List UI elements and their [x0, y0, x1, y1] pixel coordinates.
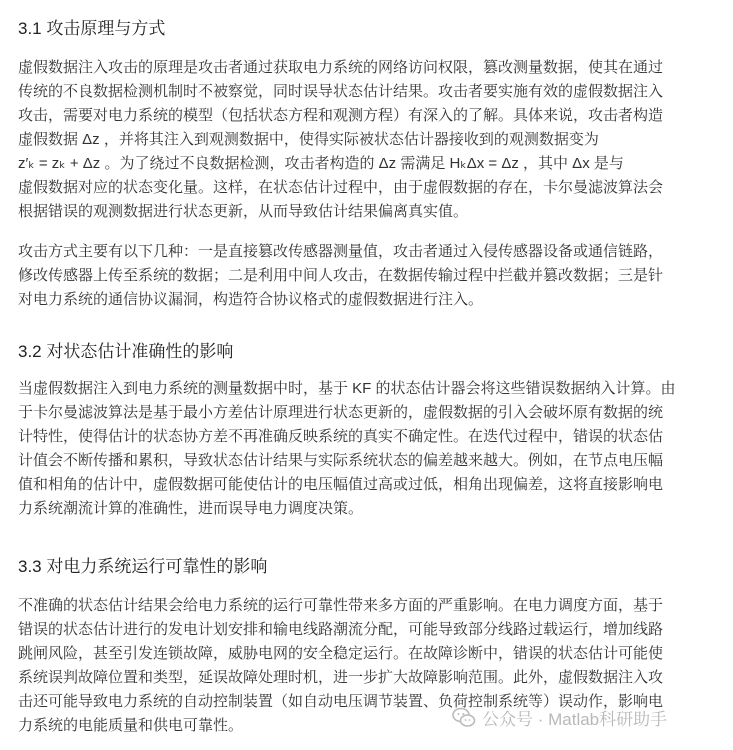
- text-line: 不准确的状态估计结果会给电力系统的运行可靠性带来多方面的严重影响。在电力调度方面，基于: [18, 597, 664, 614]
- watermark: [452, 705, 667, 730]
- text-line: 于卡尔曼滤波算法是基于最小方差估计原理进行状态更新的，虚假数据的引入会破坏原有数据的统: [18, 404, 664, 421]
- wechat-icon: [452, 707, 476, 729]
- paragraph-accuracy-impact: [18, 377, 676, 521]
- text-line: 力系统潮流计算的准确性，进而误导电力调度决策。: [18, 500, 364, 517]
- text-line: 攻击，需要对电力系统的模型（包括状态方程和观测方程）有深入的了解。具体来说，攻击者构造: [18, 107, 664, 124]
- text-line: 系统误判故障位置和类型，延误故障处理时机，进一步扩大故障影响范围。此外，虚假数据注入攻: [18, 669, 664, 686]
- paragraph-attack-principle: [18, 56, 663, 224]
- text-line: 对电力系统的通信协议漏洞，构造符合协议格式的虚假数据进行注入。: [18, 291, 484, 308]
- text-line: 虚假数据对应的状态变化量。这样，在状态估计过程中，由于虚假数据的存在，卡尔曼滤波算法会: [18, 179, 664, 196]
- text-line: 传统的不良数据检测机制时不被察觉，同时误导状态估计结果。攻击者要实施有效的虚假数据注入: [18, 83, 664, 100]
- text-line: 值和相角的估计中，虚假数据可能使估计的电压幅值过高或过低，相角出现偏差，这将直接影响电: [18, 476, 664, 493]
- paragraph-attack-methods: [18, 240, 663, 312]
- text-line: 当虚假数据注入到电力系统的测量数据中时，基于 KF 的状态估计器会将这些错误数据纳入计算。由: [18, 380, 676, 397]
- text-line: 力系统的电能质量和供电可靠性。: [18, 717, 244, 734]
- watermark-text: 公众号 · Matlab科研助手: [482, 710, 668, 729]
- text-line: 跳闸风险，甚至引发连锁故障，威胁电网的安全稳定运行。在故障诊断中，错误的状态估计可能使: [18, 645, 664, 662]
- text-line: 修改传感器上传至系统的数据；二是利用中间人攻击，在数据传输过程中拦截并篡改数据；三是针: [18, 267, 664, 284]
- text-line: 虚假数据注入攻击的原理是攻击者通过获取电力系统的网络访问权限，篡改测量数据，使其在通过: [18, 59, 664, 76]
- text-line: 虚假数据 Δz ，并将其注入到观测数据中，使得实际被状态估计器接收到的观测数据变为: [18, 131, 599, 148]
- text-line: z′ₖ = zₖ + Δz 。为了绕过不良数据检测，攻击者构造的 Δz 需满足 HₖΔx = Δz ，其中 Δx 是与: [18, 155, 624, 172]
- text-line: 击还可能导致电力系统的自动控制装置（如自动电压调节装置、负荷控制系统等）误动作，影响电: [18, 693, 664, 710]
- section-heading-3-2: 3.2 对状态估计准确性的影响: [18, 342, 234, 361]
- text-line: 计值会不断传播和累积，导致状态估计结果与实际系统状态的偏差越来越大。例如，在节点电压幅: [18, 452, 664, 469]
- text-line: 根据错误的观测数据进行状态更新，从而导致估计结果偏离真实值。: [18, 203, 469, 220]
- section-heading-3-3: 3.3 对电力系统运行可靠性的影响: [18, 557, 268, 576]
- text-line: 计特性，使得估计的状态协方差不再准确反映系统的真实不确定性。在迭代过程中，错误的状态估: [18, 428, 664, 445]
- section-heading-3-1: 3.1 攻击原理与方式: [18, 19, 166, 38]
- text-line: 攻击方式主要有以下几种：一是直接篡改传感器测量值，攻击者通过入侵传感器设备或通信链路，: [18, 243, 664, 260]
- text-line: 错误的状态估计进行的发电计划安排和输电线路潮流分配，可能导致部分线路过载运行，增加线路: [18, 621, 664, 638]
